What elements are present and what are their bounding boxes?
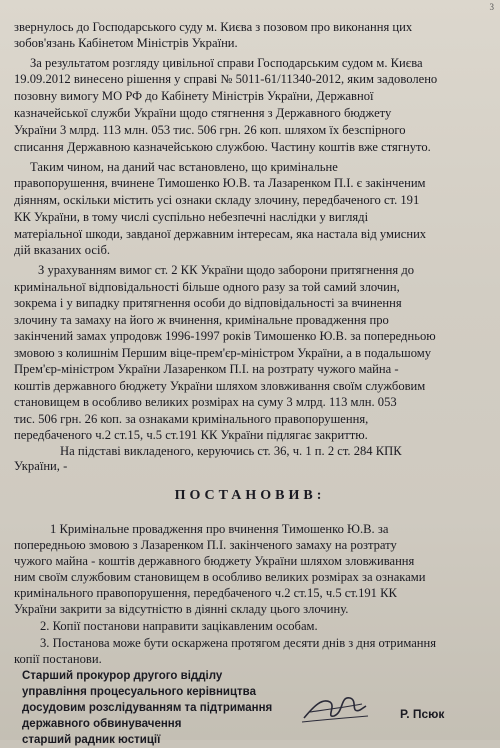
handwritten-signature [300, 688, 370, 728]
body-line: правопорушення, вчинене Тимошенко Ю.В. та Лазаренком П.І. є закінченим [14, 176, 426, 190]
signature-line: Старший прокурор другого відділу [22, 670, 223, 682]
body-line: становищем в особливо великих розмірах на суму 3 млрд. 113 млн. 053 [14, 395, 397, 409]
body-line: попередньою змовою з Лазаренком П.І. закінченого замаху на розтрату [14, 538, 397, 552]
body-line: зокрема і у випадку притягнення особи до відповідальності за вчинення [14, 296, 402, 310]
body-line: коштів державного бюджету України шляхом зловживання своїм службовим [14, 379, 426, 393]
body-line: чужого майна - коштів державного бюджету України шляхом зловживання [14, 554, 415, 568]
body-line: зобов'язань Кабінетом Міністрів України. [14, 36, 238, 50]
body-line: 3. Постанова може бути оскаржена протягом десяти днів з дня отримання [40, 636, 437, 650]
body-line: України, - [14, 459, 68, 473]
body-line: тис. 506 грн. 26 коп. за ознаками кримінального правопорушення, [14, 412, 369, 426]
body-line: України 3 млрд. 113 млн. 053 тис. 506 грн. 26 коп. шляхом їх безспірного [14, 123, 406, 137]
body-line: копії постанови. [14, 652, 102, 666]
signature-block [22, 668, 272, 748]
signature-line: старший радник юстиції [22, 734, 161, 746]
body-line: 1 Кримінальне провадження про вчинення Тимошенко Ю.В. за [50, 522, 389, 536]
body-line: кримінального правопорушення, передбаченого ч.2 ст.15, ч.5 ст.191 КК [14, 586, 397, 600]
body-line: звернулось до Господарського суду м. Києва з позовом про виконання цих [14, 20, 413, 34]
body-line: 2. Копії постанови направити зацікавленим особам. [40, 619, 318, 633]
body-line: закінчений замах упродовж 1996-1997 років Тимошенко Ю.В. за попередньою [14, 329, 436, 343]
body-line: позовну вимогу МО РФ до Кабінету Міністрів України, Державної [14, 89, 374, 103]
body-line: передбаченого ч.2 ст.15, ч.5 ст.191 КК України підлягає закриттю. [14, 428, 368, 442]
body-line: списання Державною казначейською службою. Частину коштів вже стягнуто. [14, 140, 431, 154]
heading: ПОСТАНОВИВ: [174, 488, 326, 503]
page-number: 3 [489, 2, 494, 12]
body-line: Прем'єр-міністром України Лазаренком П.І. на розтрату чужого майна - [14, 362, 399, 376]
body-line: матеріальної шкоди, завданої державним інтересам, яка настала від умисних [14, 227, 427, 241]
body-line: діянням, оскільки містить усі ознаки складу злочину, передбаченого ст. 191 [14, 193, 420, 207]
body-line: кримінальної відповідальності більше одного разу за той самий злочин, [14, 280, 400, 294]
body-line: З урахуванням вимог ст. 2 КК України щодо заборони притягнення до [38, 263, 415, 277]
body-line: України закрити за відсутністю в діянні складу цього злочину. [14, 602, 349, 616]
body-line: змовою з колишнім Першим віце-прем'єр-міністром України, а в подальшому [14, 346, 432, 360]
body-line: КК України, в тому числі суспільно небезпечні наслідки у вигляді [14, 210, 369, 224]
body-line: ним своїм службовим становищем в особливо великих розмірах за ознаками [14, 570, 426, 584]
signature-line: державного обвинувачення [22, 718, 182, 730]
signatory-name: Р. Псюк [400, 707, 445, 721]
body-line: На підставі викладеного, керуючись ст. 36, ч. 1 п. 2 ст. 284 КПК [60, 444, 402, 458]
body-line: 19.09.2012 винесено рішення у справі № 5011-61/11340-2012, яким задоволено [14, 72, 438, 86]
body-line: злочину та замаху на його ж вчинення, кримінальне провадження про [14, 313, 389, 327]
signature-line: управління процесуального керівництва [22, 686, 256, 698]
body-line: казначейської служби України щодо стягнення з Державного бюджету [14, 106, 392, 120]
body-line: дій вказаних осіб. [14, 243, 111, 257]
body-line: За результатом розгляду цивільної справи Господарським судом м. Києва [30, 56, 423, 70]
body-line: Таким чином, на даний час встановлено, що кримінальне [30, 160, 338, 174]
signature-line: досудовим розслідуванням та підтримання [22, 702, 273, 714]
